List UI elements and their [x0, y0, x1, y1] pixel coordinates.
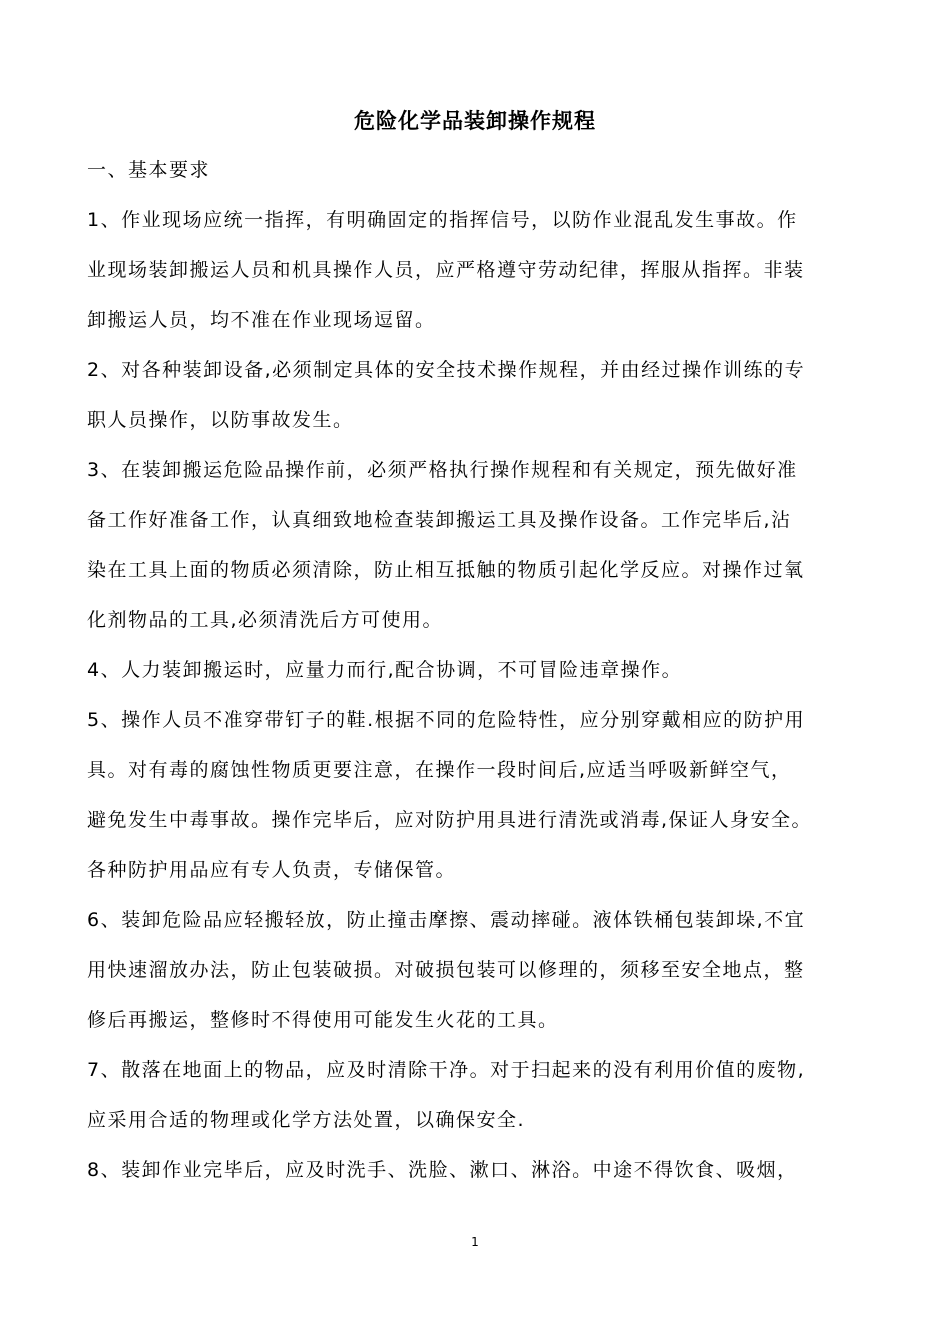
page-number: 1 — [471, 1235, 479, 1249]
text-line: 7、散落在地面上的物品，应及时清除干净。对于扫起来的没有利用价值的废物, — [87, 1059, 806, 1081]
text-line: 化剂物品的工具,必须清洗后方可使用。 — [87, 609, 444, 631]
text-line: 备工作好准备工作，认真细致地检查装卸搬运工具及操作设备。工作完毕后,沾 — [87, 509, 792, 531]
text-line: 3、在装卸搬运危险品操作前，必须严格执行操作规程和有关规定，预先做好准 — [87, 459, 798, 481]
text-line: 具。对有毒的腐蚀性物质更要注意，在操作一段时间后,应适当呼吸新鲜空气， — [87, 759, 792, 781]
text-line: 职人员操作，以防事故发生。 — [87, 409, 354, 431]
text-line: 卸搬运人员，均不准在作业现场逗留。 — [87, 309, 436, 331]
text-line: 应采用合适的物理或化学方法处置，以确保安全. — [87, 1109, 526, 1131]
text-line: 8、装卸作业完毕后，应及时洗手、洗脸、漱口、淋浴。中途不得饮食、吸烟， — [87, 1159, 798, 1181]
text-line: 用快速溜放办法，防止包装破损。对破损包装可以修理的，须移至安全地点，整 — [87, 959, 805, 981]
text-line: 业现场装卸搬运人员和机具操作人员，应严格遵守劳动纪律，挥服从指挥。非装 — [87, 259, 805, 281]
section-heading: 一、基本要求 — [87, 159, 211, 181]
text-line: 1、作业现场应统一指挥，有明确固定的指挥信号，以防作业混乱发生事故。作 — [87, 209, 798, 231]
text-line: 修后再搬运，整修时不得使用可能发生火花的工具。 — [87, 1009, 559, 1031]
text-line: 4、人力装卸搬运时，应量力而行,配合协调，不可冒险违章操作。 — [87, 659, 683, 681]
document-title: 危险化学品装卸操作规程 — [354, 109, 596, 133]
text-line: 避免发生中毒事故。操作完毕后，应对防护用具进行清洗或消毒,保证人身安全。 — [87, 809, 813, 831]
text-line: 各种防护用品应有专人负责，专储保管。 — [87, 859, 457, 881]
text-line: 6、装卸危险品应轻搬轻放，防止撞击摩擦、震动摔碰。液体铁桶包装卸垛,不宜 — [87, 909, 806, 931]
text-line: 2、对各种装卸设备,必须制定具体的安全技术操作规程，并由经过操作训练的专 — [87, 359, 806, 381]
text-line: 染在工具上面的物质必须清除，防止相互抵触的物质引起化学反应。对操作过氧 — [87, 559, 805, 581]
text-line: 5、操作人员不准穿带钉子的鞋.根据不同的危险特性，应分别穿戴相应的防护用 — [87, 709, 806, 731]
